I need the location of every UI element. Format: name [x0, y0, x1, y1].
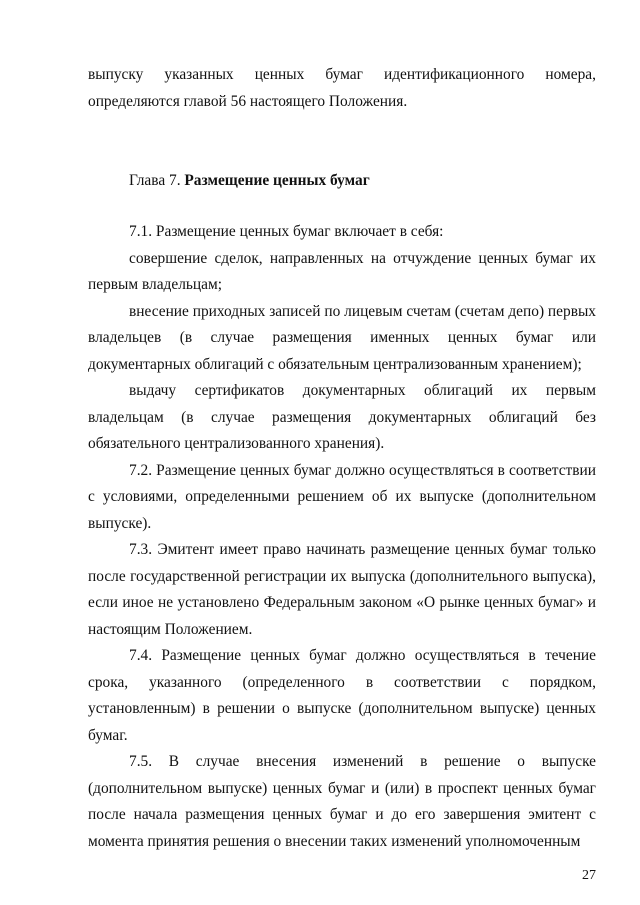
paragraph-7-1-item-1: совершение сделок, направленных на отчуждение ценных бумаг их первым владельцам; [88, 249, 596, 293]
chapter-body [88, 219, 596, 855]
continuation-paragraph: выпуску указанных ценных бумаг идентификационного номера, определяются главой 56 настоящего Положения. [88, 66, 596, 110]
paragraph-7-2: 7.2. Размещение ценных бумаг должно осуществляться в соответствии с условиями, определенными решением об их выпуске (дополнительном выпуске). [88, 461, 596, 532]
paragraph-7-3: 7.3. Эмитент имеет право начинать размещение ценных бумаг только после государственной регистрации их выпуска (дополнительного выпуска), если иное не установлено Федеральным законом «О рынке ценных бумаг» и настоящим Положением. [88, 541, 596, 638]
paragraph-7-1: 7.1. Размещение ценных бумаг включает в себя: [129, 223, 444, 240]
paragraph-7-5: 7.5. В случае внесения изменений в решение о выпуске (дополнительном выпуске) ценных бумаг и (или) в проспект ценных бумаг после начала размещения ценных бумаг и до его завершения эмитент с момента принятия решения о внесении таких изменений уполномоченным [88, 753, 596, 850]
continuation-block [88, 62, 596, 115]
chapter-prefix: Глава 7. [129, 172, 181, 189]
chapter-title: Размещение ценных бумаг [184, 172, 370, 189]
paragraph-7-1-item-3: выдачу сертификатов документарных облигаций их первым владельцам (в случае размещения документарных облигаций без обязательного централизованного хранения). [88, 382, 596, 452]
paragraph-7-4: 7.4. Размещение ценных бумаг должно осуществляться в течение срока, указанного (определенного в соответствии с порядком, установленным) в решении о выпуске (дополнительном выпуске) ценных бумаг. [88, 647, 596, 744]
paragraph-7-1-item-2: внесение приходных записей по лицевым счетам (счетам депо) первых владельцев (в случае размещения именных ценных бумаг или документарных облигаций с обязательным централизованным хранением); [88, 302, 596, 373]
chapter-heading [88, 168, 596, 195]
page-number: 27 [582, 868, 596, 883]
chapter-heading-block [88, 168, 596, 195]
